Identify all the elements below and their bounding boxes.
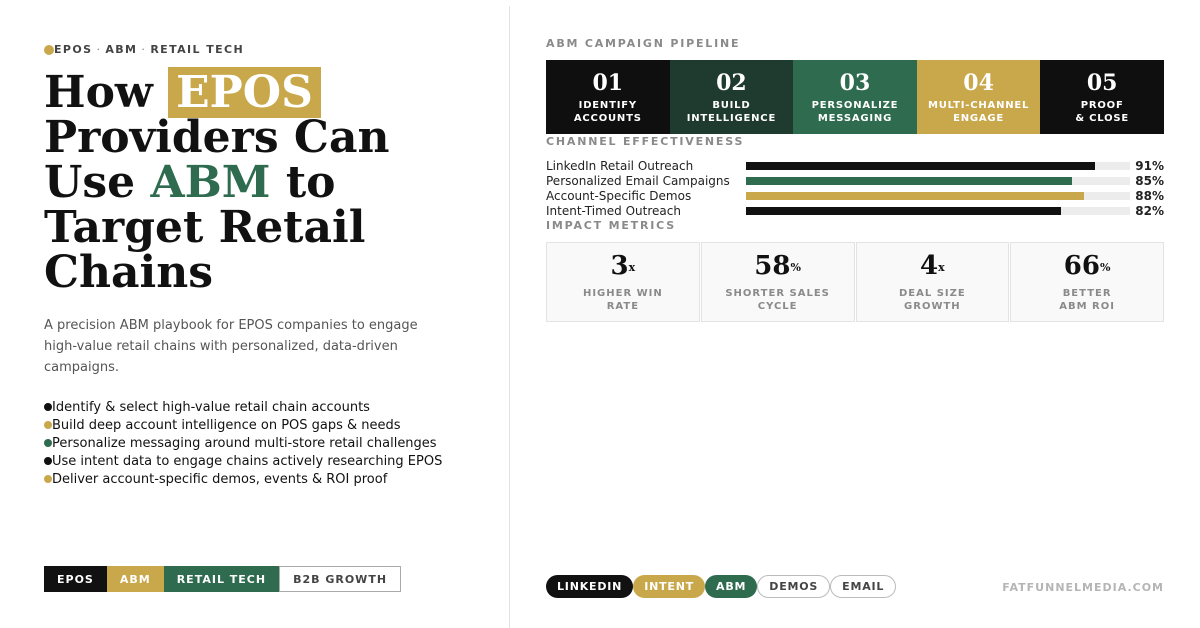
left-panel [44,0,484,628]
pipeline-stage [917,60,1041,134]
pill-row [546,575,896,598]
bullet-text: Build deep account intelligence on POS gaps & needs [52,417,401,433]
pill-email: EMAIL [830,575,896,598]
stage-number: 04 [963,69,994,96]
stage-label-line1: MULTI-CHANNEL [927,99,1030,111]
metric-card [856,242,1010,322]
stage-number: 05 [1086,69,1118,96]
bullet-item [44,398,442,416]
bullet-dot-icon [44,475,52,483]
tag-row [44,566,401,592]
bullet-dot-icon [44,403,52,411]
metric-number: 58 [754,251,791,281]
metric-label-line2: CYCLE [757,301,798,312]
bullet-text: Personalize messaging around multi-store retail challenges [52,435,437,451]
stage-label-line2: MESSAGING [817,112,893,124]
pill-demos: DEMOS [757,575,830,598]
stage-number: 03 [839,69,871,96]
metric-card [701,242,855,322]
metrics-label: IMPACT METRICS [546,219,676,232]
title-part3: to Target Retail Chains [44,157,366,298]
site-url: FATFUNNELMEDIA.COM [1002,581,1164,594]
metric-suffix: x [938,261,945,274]
eyebrow-separator: · [96,43,102,56]
title-part2: Providers Can Use [44,112,390,208]
stage-label-line2: ACCOUNTS [573,112,642,124]
metric-value [611,251,636,281]
channel-bars [546,158,1164,218]
eyebrow-item: RETAIL TECH [150,43,245,56]
title-highlight: EPOS [168,67,321,118]
bullet-text: Deliver account-specific demos, events & ROI proof [52,471,388,487]
metric-label-line2: ABM ROI [1059,301,1115,312]
metrics-grid [546,242,1164,322]
pipeline-stage [546,60,670,134]
pill-intent: INTENT [633,575,705,598]
stage-label-line1: PERSONALIZE [811,99,899,111]
bullet-item [44,470,442,488]
eyebrow [44,43,244,56]
metric-value [920,251,945,281]
pipeline-stage [793,60,917,134]
metric-label-line1: BETTER [1062,288,1112,299]
vertical-divider [509,6,510,628]
tag-epos: EPOS [44,566,107,592]
tag-abm: ABM [107,566,164,592]
right-panel [546,0,1164,628]
channel-name: Personalized Email Campaigns [546,173,730,188]
metric-label-line2: GROWTH [904,301,961,312]
channel-fill [746,162,1095,170]
channel-fill [746,177,1072,185]
stage-label-line1: PROOF [1080,99,1124,111]
bullet-dot-icon [44,439,52,447]
pipeline-stage [1040,60,1164,134]
channel-name: LinkedIn Retail Outreach [546,158,694,173]
bullet-list [44,398,442,488]
eyebrow-item: EPOS [54,43,93,56]
eyebrow-item: ABM [105,43,138,56]
metric-suffix: % [1099,261,1111,274]
channel-fill [746,207,1061,215]
channel-track [746,177,1130,185]
eyebrow-dot-icon [44,45,54,55]
bullet-item [44,434,442,452]
channel-name: Intent-Timed Outreach [546,203,681,218]
channel-row [546,173,1164,188]
channel-row [546,188,1164,203]
metric-value [754,251,801,281]
metric-card [1010,242,1164,322]
stage-label-line2: & CLOSE [1075,112,1130,124]
metric-label-line1: DEAL SIZE [899,288,966,299]
channel-value: 91% [1135,158,1164,173]
metric-value [1064,251,1111,281]
metric-label-line1: SHORTER SALES [725,288,830,299]
channel-row [546,203,1164,218]
metric-number: 4 [920,251,939,281]
channel-value: 82% [1135,203,1164,218]
metric-card [546,242,700,322]
tag-retail-tech: RETAIL TECH [164,566,279,592]
pill-linkedin: LINKEDIN [546,575,633,598]
channel-label: CHANNEL EFFECTIVENESS [546,135,745,148]
channel-value: 85% [1135,173,1164,188]
metric-number: 3 [610,251,629,281]
page-title [44,67,484,298]
stage-number: 01 [592,69,624,96]
bullet-dot-icon [44,457,52,465]
bullet-text: Use intent data to engage chains actively researching EPOS [52,453,443,469]
channel-value: 88% [1135,188,1164,203]
description: A precision ABM playbook for EPOS companies to engage high-value retail chains with personalized, data-driven campaigns. [44,318,418,375]
stage-label-line1: IDENTIFY [578,99,637,111]
stage-label-line2: INTELLIGENCE [686,112,777,124]
bullet-dot-icon [44,421,52,429]
title-accent: ABM [150,157,271,208]
pipeline [546,60,1164,134]
metric-label-line2: RATE [606,301,640,312]
tag-b2b-growth: B2B GROWTH [279,566,401,592]
pill-abm: ABM [705,575,757,598]
stage-label-line2: ENGAGE [953,112,1005,124]
channel-track [746,192,1130,200]
pipeline-label: ABM CAMPAIGN PIPELINE [546,37,741,50]
bullet-item [44,452,442,470]
pipeline-stage [670,60,794,134]
stage-label-line1: BUILD [712,99,751,111]
channel-track [746,207,1130,215]
metric-label-line1: HIGHER WIN [582,288,663,299]
bullet-item [44,416,442,434]
eyebrow-separator: · [141,43,147,56]
channel-row [546,158,1164,173]
metric-suffix: % [790,261,801,274]
channel-fill [746,192,1084,200]
metric-suffix: x [628,261,636,274]
metric-number: 66 [1063,251,1100,281]
bullet-text: Identify & select high-value retail chain accounts [52,399,370,415]
channel-track [746,162,1130,170]
title-part1: How [44,67,153,118]
stage-number: 02 [716,69,747,96]
channel-name: Account-Specific Demos [546,188,692,203]
